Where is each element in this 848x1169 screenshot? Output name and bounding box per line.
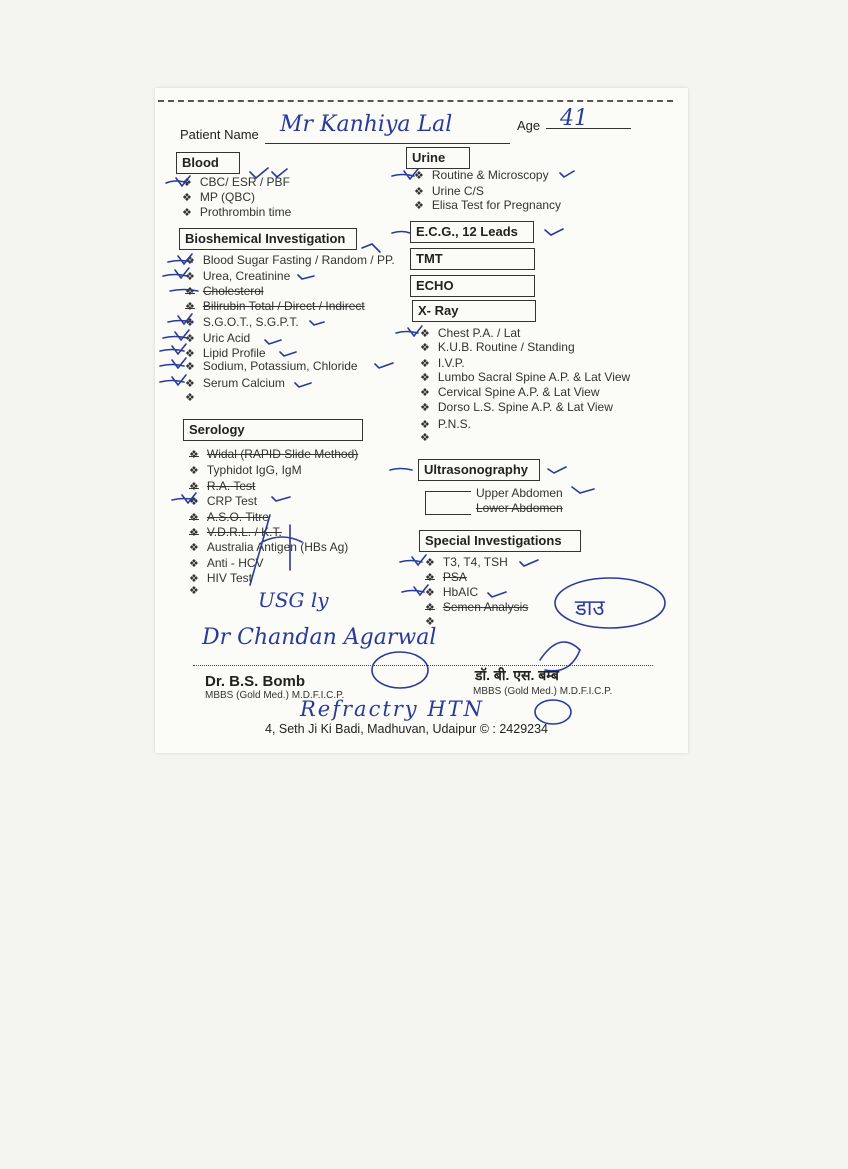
serology-item-typhidot: ❖ Typhidot IgG, IgM — [189, 463, 302, 477]
xray-item-cervical: ❖ Cervical Spine A.P. & Lat View — [420, 385, 600, 399]
urine-item-cs: ❖ Urine C/S — [414, 184, 484, 198]
handwritten-referrer: Dr Chandan Agarwal — [202, 625, 437, 650]
biochem-item-sgot: ❖ S.G.O.T., S.G.P.T. — [185, 315, 299, 329]
patient-name-value: Mr Kanhiya Lal — [280, 112, 453, 137]
xray-section-title: X- Ray — [412, 300, 536, 322]
clinic-address: 4, Seth Ji Ki Badi, Madhuvan, Udaipur © : 2429234 — [265, 722, 548, 736]
xray-item-blank: ❖ — [420, 432, 430, 444]
xray-item-ivp: ❖ I.V.P. — [420, 356, 465, 370]
serology-section-title: Serology — [183, 419, 363, 441]
handwritten-usg-note: USG ly — [258, 588, 329, 612]
usg-item-lower: Lower Abdomen — [476, 501, 563, 515]
ecg-section-title: E.C.G., 12 Leads — [410, 221, 534, 243]
serology-item-widal: ❖ Widal (RAPID Slide Method) — [189, 447, 359, 461]
biochem-item-lipid: ❖ Lipid Profile — [185, 346, 266, 360]
biochem-section-title: Bioshemical Investigation — [179, 228, 357, 250]
blood-section-title: Blood — [176, 152, 240, 174]
blood-item-mp: ❖ MP (QBC) — [182, 190, 255, 204]
handwritten-hindi-note: डाउ — [575, 596, 605, 621]
special-item-hba1c: ❖ HbAIC — [425, 585, 479, 599]
biochem-item-bilirubin: ❖ Bilirubin Total / Direct / Indirect — [185, 299, 365, 313]
special-item-blank: ❖ — [425, 616, 435, 628]
urine-item-pregnancy: ❖ Elisa Test for Pregnancy — [414, 198, 562, 212]
echo-section-title: ECHO — [410, 275, 535, 297]
biochem-item-calcium: ❖ Serum Calcium — [185, 376, 285, 390]
signature-separator — [193, 665, 653, 666]
doctor-quals-hi: MBBS (Gold Med.) M.D.F.I.C.P. — [473, 686, 613, 697]
handwritten-refractory: Refractry HTN — [300, 697, 485, 721]
doctor-name-en: Dr. B.S. Bomb — [205, 673, 306, 690]
urine-section-title: Urine — [406, 147, 470, 169]
blood-item-prothrombin: ❖ Prothrombin time — [182, 205, 292, 219]
special-item-psa: ❖ PSA — [425, 570, 467, 584]
doctor-name-hi: डॉ. बी. एस. बम्ब — [475, 667, 559, 683]
special-item-thyroid: ❖ T3, T4, TSH — [425, 555, 508, 569]
serology-item-hbsag: ❖ Australia Antigen (HBs Ag) — [189, 540, 349, 554]
serology-item-aso: ❖ A.S.O. Titre — [189, 510, 269, 524]
xray-item-dorso: ❖ Dorso L.S. Spine A.P. & Lat View — [420, 400, 613, 414]
urine-item-routine: ❖ Routine & Microscopy — [414, 168, 549, 182]
blood-item-cbc: ❖ CBC/ ESR / PBF — [182, 175, 290, 189]
serology-item-crp: ❖ CRP Test — [189, 494, 258, 508]
age-value: 41 — [560, 106, 588, 131]
xray-item-pns: ❖ P.N.S. — [420, 417, 472, 431]
special-section-title: Special Investigations — [419, 530, 581, 552]
serology-item-ra: ❖ R.A. Test — [189, 479, 256, 493]
special-item-semen: ❖ Semen Analysis — [425, 600, 529, 614]
biochem-item-uric-acid: ❖ Uric Acid — [185, 331, 251, 345]
serology-item-blank: ❖ — [189, 585, 199, 597]
doctor-quals-en: MBBS (Gold Med.) M.D.F.I.C.P. — [205, 690, 345, 701]
xray-item-kub: ❖ K.U.B. Routine / Standing — [420, 340, 575, 354]
usg-item-upper: Upper Abdomen — [476, 486, 563, 500]
xray-item-chest: ❖ Chest P.A. / Lat — [420, 326, 521, 340]
biochem-item-sugar: ❖ Blood Sugar Fasting / Random / PP. — [185, 253, 395, 267]
serology-item-vdrl: ❖ V.D.R.L. / K.T. — [189, 525, 282, 539]
biochem-item-cholesterol: ❖ Cholesterol — [185, 284, 264, 298]
biochem-item-blank: ❖ — [185, 392, 195, 404]
serology-item-hcv: ❖ Anti - HCV — [189, 556, 264, 570]
biochem-item-urea: ❖ Urea, Creatinine — [185, 269, 291, 283]
age-label: Age — [517, 118, 541, 133]
patient-name-label: Patient Name — [180, 127, 259, 142]
serology-item-hiv: ❖ HIV Test — [189, 571, 253, 585]
tmt-section-title: TMT — [410, 248, 535, 270]
xray-item-lumbo: ❖ Lumbo Sacral Spine A.P. & Lat View — [420, 370, 631, 384]
biochem-item-electrolytes: ❖ Sodium, Potassium, Chloride — [185, 359, 358, 373]
usg-section-title: Ultrasonography — [418, 459, 540, 481]
